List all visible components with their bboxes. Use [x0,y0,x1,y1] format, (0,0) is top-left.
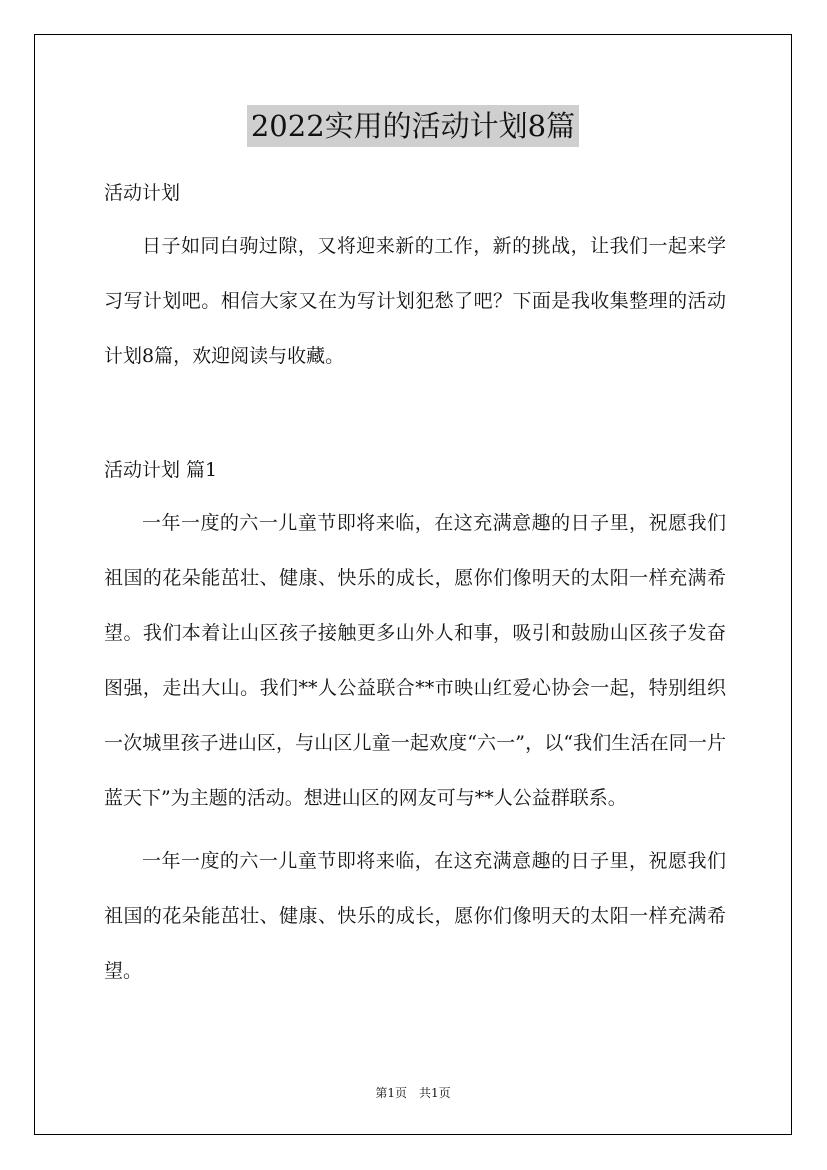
title-wrap [35,105,791,147]
document-title: 2022实用的活动计划8篇 [247,105,579,147]
page-footer: 第1页 共1页 [375,1086,451,1100]
intro-paragraph: 日子如同白驹过隙，又将迎来新的工作，新的挑战，让我们一起来学习写计划吧。相信大家又在为写计划犯愁了吧？下面是我收集整理的活动计划8篇，欢迎阅读与收藏。 [104,235,726,367]
body-paragraph-2: 一年一度的六一儿童节即将来临，在这充满意趣的日子里，祝愿我们祖国的花朵能茁壮、健康、快乐的成长，愿你们像明天的太阳一样充满希望。 [104,850,726,982]
document-page [34,34,792,1135]
section-heading-intro: 活动计划 [104,182,181,204]
body-paragraph-1: 一年一度的六一儿童节即将来临，在这充满意趣的日子里，祝愿我们祖国的花朵能茁壮、健康、快乐的成长，愿你们像明天的太阳一样充满希望。我们本着让山区孩子接触更多山外人和事，吸引和鼓励山区孩子发奋图强，走出大山。我们**人公益联合**市映山红爱心协会一起，特别组织一次城里孩子进山区，与山区儿童一起欢度“六一”，以“我们生活在同一片蓝天下”为主题的活动。想进山区的网友可与**人公益群联系。 [104,512,726,809]
section-heading-1: 活动计划 篇1 [104,459,218,481]
document-body [104,175,726,999]
